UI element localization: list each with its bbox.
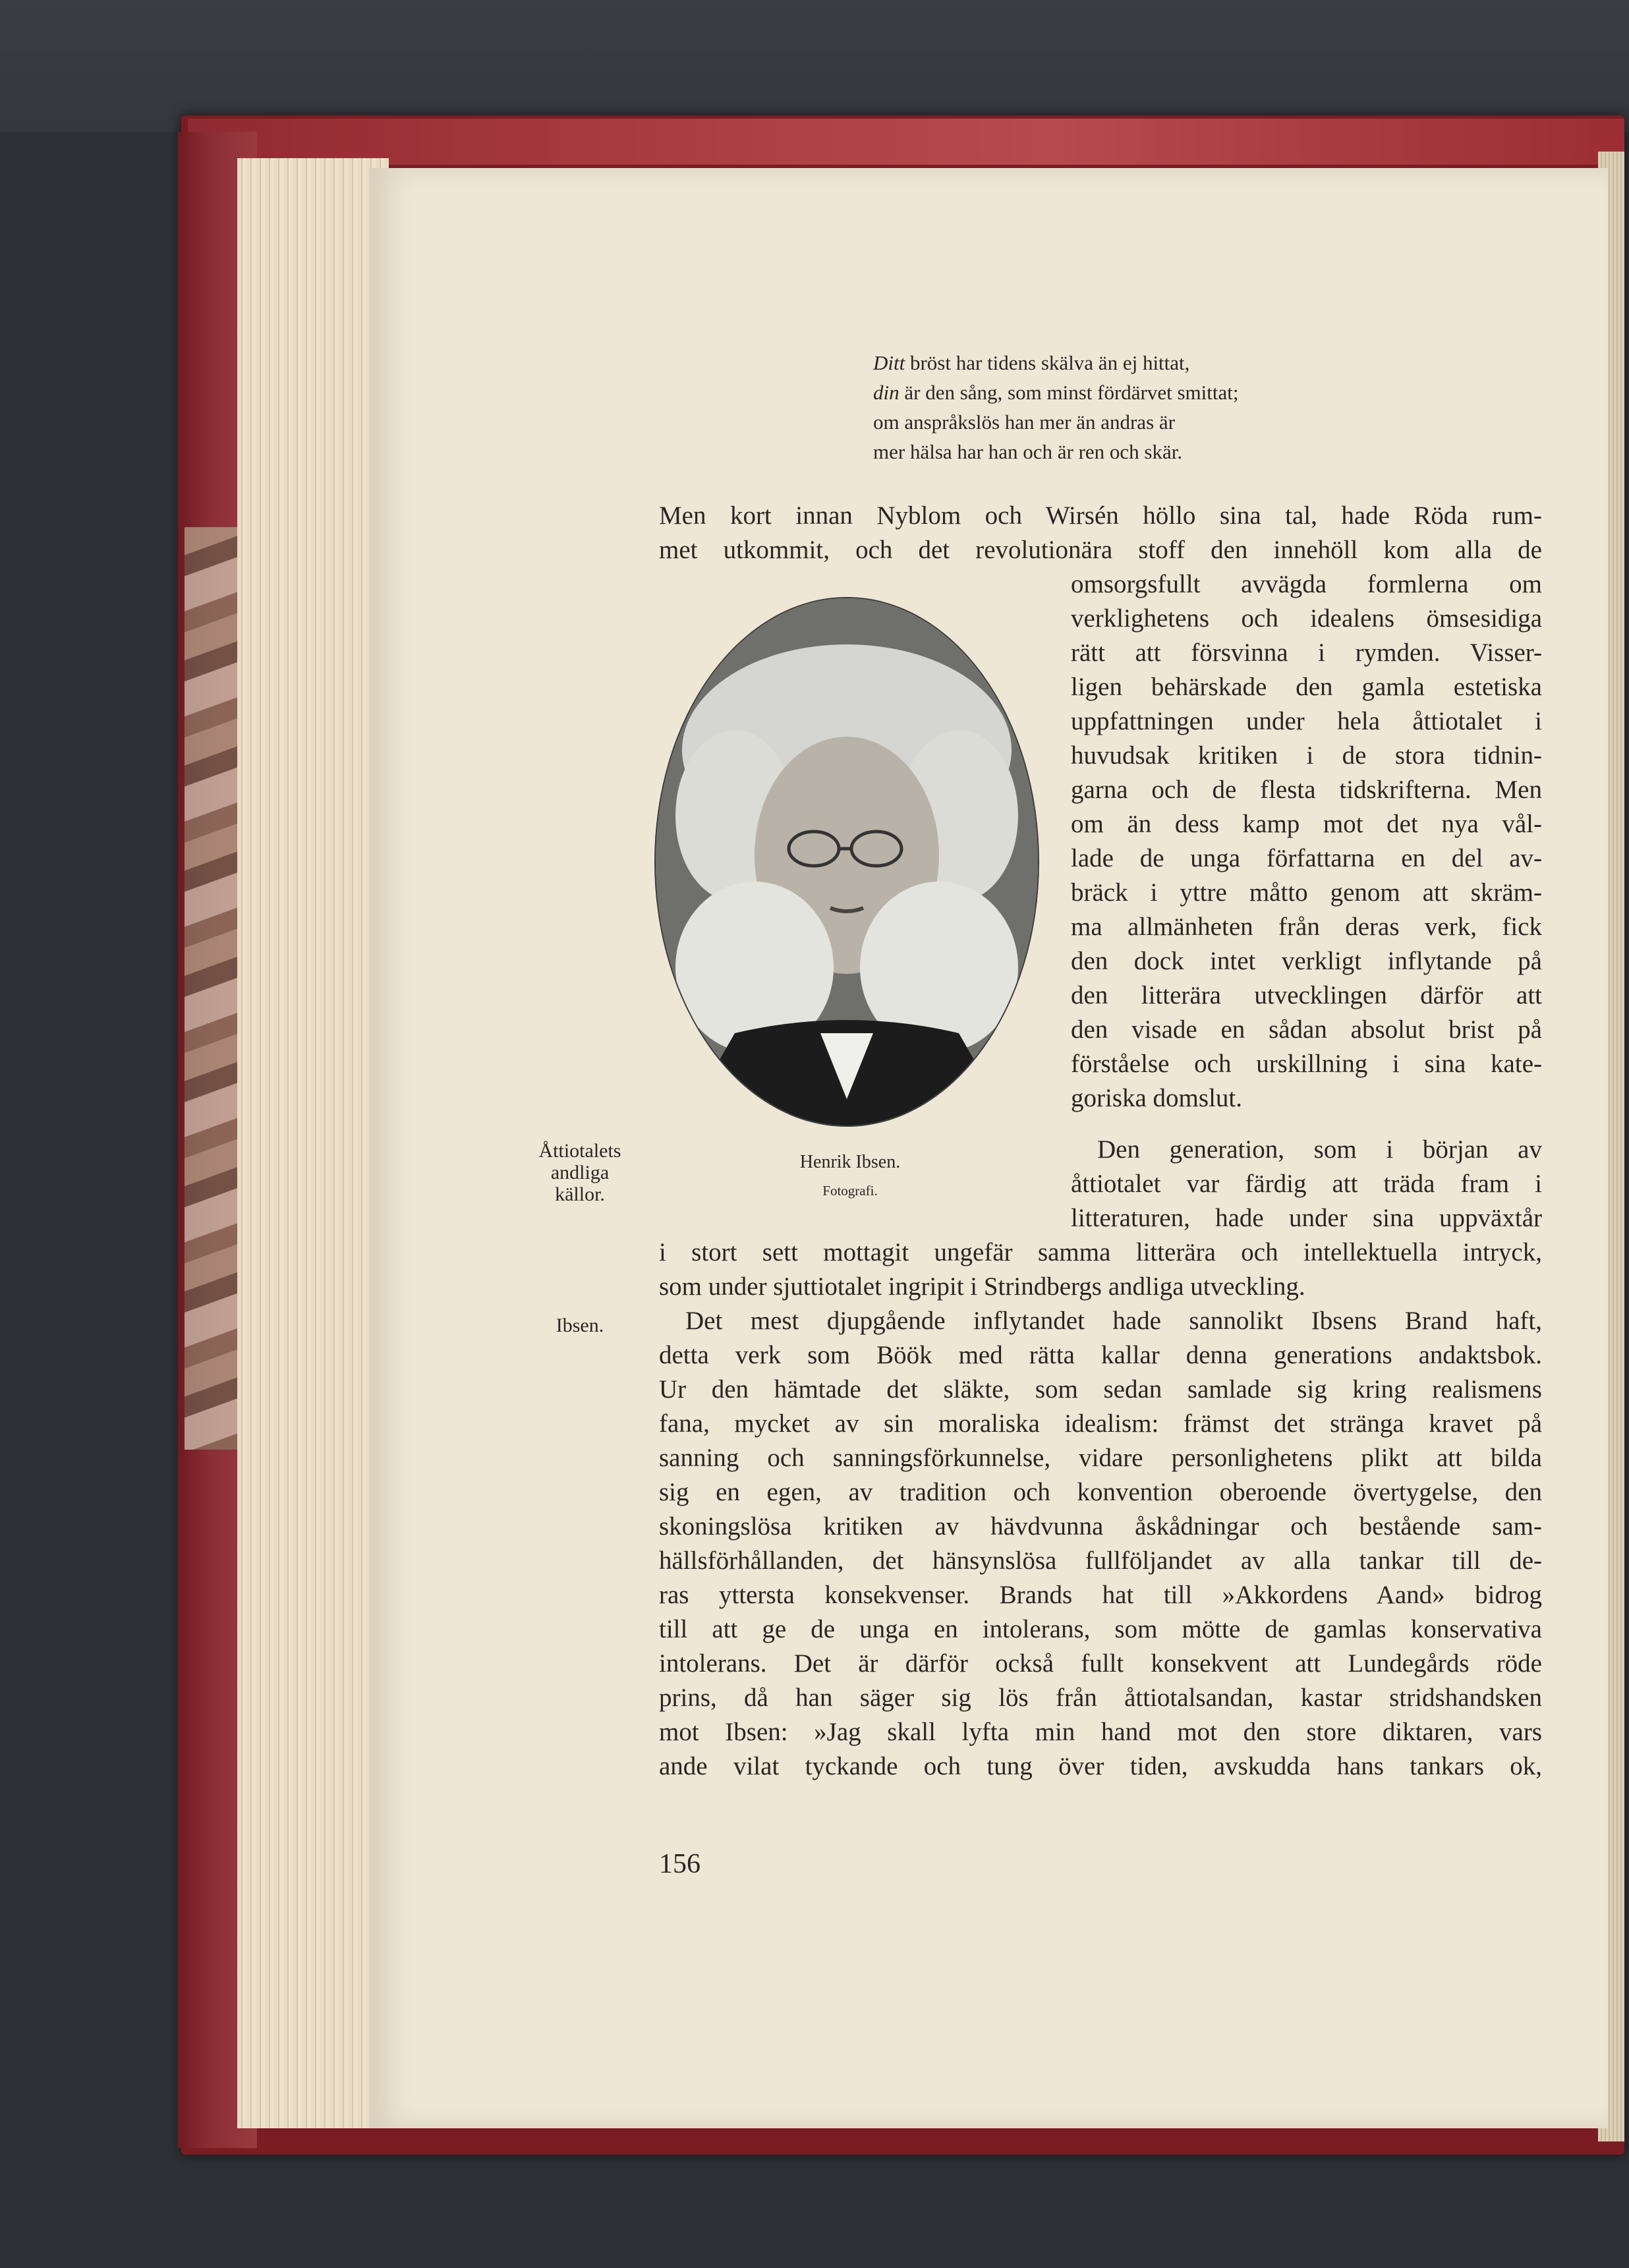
body-line: Den generation, som i början av <box>1097 1135 1542 1164</box>
body-line: sanning och sanningsförkunnelse, vidare personlighetens plikt att bilda <box>659 1444 1542 1472</box>
body-line: detta verk som Böök med rätta kallar denna generations andaktsbok. <box>659 1341 1542 1369</box>
figure-credit: Fotografi. <box>822 1183 878 1199</box>
poem-line: Ditt bröst har tidens skälva än ej hittat, <box>873 351 1190 374</box>
body-line: den visade en sådan absolut brist på <box>1071 1015 1542 1044</box>
body-line: den dock intet verkligt inflytande på <box>1071 947 1542 975</box>
body-line: Det mest djupgående inflytandet hade sannolikt Ibsens Brand haft, <box>685 1307 1542 1335</box>
body-line: huvudsak kritiken i de stora tidnin- <box>1071 741 1542 770</box>
body-line: ande vilat tyckande och tung över tiden, avskudda hans tankars ok, <box>659 1752 1542 1780</box>
body-line: om än dess kamp mot det nya vål- <box>1071 810 1542 838</box>
margin-note-sources: Åttiotalets andliga källor. <box>538 1140 621 1205</box>
body-line: intolerans. Det är därför också fullt konsekvent att Lundegårds röde <box>659 1649 1542 1678</box>
body-line: sig en egen, av tradition och konvention oberoende övertygelse, den <box>659 1478 1542 1506</box>
body-line: förståelse och urskillning i sina kate- <box>1071 1050 1542 1078</box>
body-line: hällsförhållanden, det hänsynslösa fullföljandet av alla tankar till de- <box>659 1546 1542 1575</box>
body-line: bräck i yttre måtto genom att skräm- <box>1071 878 1542 907</box>
poem-line: mer hälsa har han och är ren och skär. <box>873 440 1183 463</box>
body-line: goriska domslut. <box>1071 1084 1242 1112</box>
body-line: rätt att försvinna i rymden. Visser- <box>1071 638 1542 667</box>
body-line: litteraturen, hade under sina uppväxtår <box>1071 1204 1542 1232</box>
body-line: den litterära utvecklingen därför att <box>1071 981 1542 1009</box>
poem-line: om anspråkslös han mer än andras är <box>873 411 1175 434</box>
body-line: met utkommit, och det revolutionära stoff den innehöll kom alla de <box>659 536 1542 564</box>
body-line: Ur den hämtade det släkte, som sedan samlade sig kring realismens <box>659 1375 1542 1403</box>
body-line: uppfattningen under hela åttiotalet i <box>1071 707 1542 735</box>
body-line: ligen behärskade den gamla estetiska <box>1071 673 1542 701</box>
portrait-illustration <box>656 598 1038 1125</box>
body-line: garna och de flesta tidskrifterna. Men <box>1071 776 1542 804</box>
poem-line: din är den sång, som minst fördärvet smittat; <box>873 381 1239 404</box>
body-line: som under sjuttiotalet ingripit i Strindbergs andliga utveckling. <box>659 1272 1305 1301</box>
body-line: i stort sett mottagit ungefär samma litterära och intellektuella intryck, <box>659 1238 1542 1266</box>
margin-note-ibsen: Ibsen. <box>556 1315 604 1336</box>
body-line: omsorgsfullt avvägda formlerna om <box>1071 570 1542 598</box>
body-line: ma allmänheten från deras verk, fick <box>1071 913 1542 941</box>
portrait-photo <box>656 598 1038 1125</box>
page-number: 156 <box>659 1849 700 1879</box>
body-line: mot Ibsen: »Jag skall lyfta min hand mot den store diktaren, vars <box>659 1718 1542 1746</box>
body-line: till att ge de unga en intolerans, som mötte de gamlas konservativa <box>659 1615 1542 1643</box>
scan-background <box>0 0 1629 132</box>
body-line: verklighetens och idealens ömsesidiga <box>1071 604 1542 633</box>
body-line: fana, mycket av sin moraliska idealism: främst det stränga kravet på <box>659 1409 1542 1438</box>
body-line: lade de unga författarna en del av- <box>1071 844 1542 872</box>
body-line: prins, då han säger sig lös från åttiotalsandan, kastar stridshandsken <box>659 1684 1542 1712</box>
body-line: skoningslösa kritiken av hävdvunna åskådningar och bestående sam- <box>659 1512 1542 1541</box>
body-line: Men kort innan Nyblom och Wirsén höllo sina tal, hade Röda rum- <box>659 501 1542 530</box>
page-stack <box>237 158 389 2128</box>
body-line: ras yttersta konsekvenser. Brands hat till »Akkordens Aand» bidrog <box>659 1581 1542 1609</box>
poem-quote <box>873 348 1400 467</box>
figure-caption: Henrik Ibsen. <box>799 1152 901 1172</box>
body-line: åttiotalet var färdig att träda fram i <box>1071 1170 1542 1198</box>
book-top-edge <box>188 119 1624 165</box>
